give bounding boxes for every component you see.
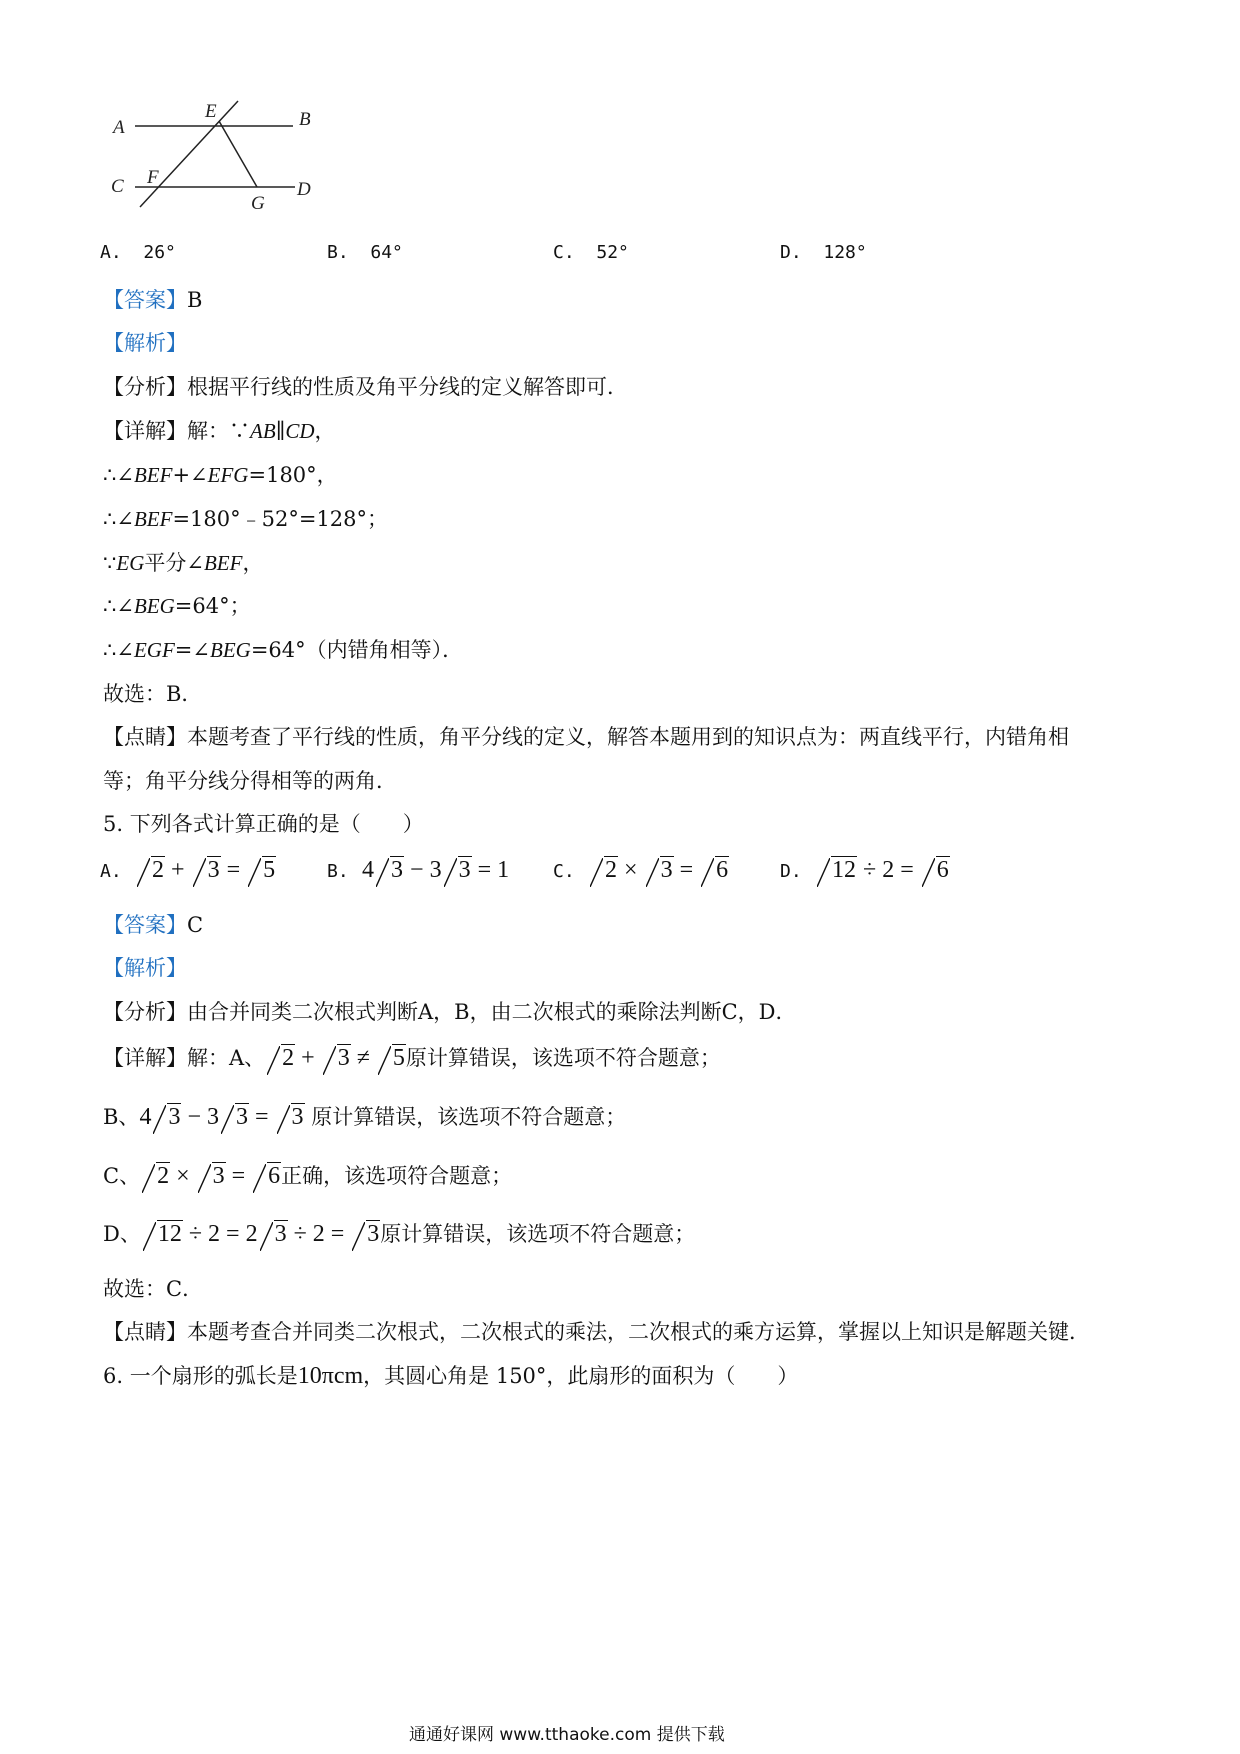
q4-option-d: D. 128° [780,242,867,263]
q4-option-a: A. 26° [100,242,176,263]
q5-fenxi: 【分析】由合并同类二次根式判断A，B，由二次根式的乘除法判断C，D． [103,1000,797,1024]
q4-fenxi: 【分析】根据平行线的性质及角平分线的定义解答即可． [103,375,628,399]
q4-step-3: ∵EG平分∠BEF， [103,551,264,575]
q5-option-d: D. 12 ÷ 2 = 6 [780,857,949,883]
q6-stem: 6. 一个扇形的弧长是10πcm，其圆心角是 150°，此扇形的面积为（ ） [103,1363,799,1389]
q5-option-c: C. 2 × 3 = 6 [553,857,729,883]
q4-step-1: ∴∠BEF+∠EFG=180°， [103,463,338,487]
line-ef-transversal [140,101,238,207]
q5-line-d: D、 12 ÷ 2 = 2 3 ÷ 2 = 3原计算错误，该选项不符合题意； [103,1221,696,1247]
q5-line-a: 【详解】解：A、 2 + 3 ≠ 5原计算错误，该选项不符合题意； [103,1045,721,1071]
q5-analysis-tag: 【解析】 [103,956,187,980]
q4-dianjing-1: 【点睛】本题考查了平行线的性质，角平分线的定义，解答本题用到的知识点为：两直线平行，内错角相 [103,725,1069,749]
q4-analysis-tag: 【解析】 [103,331,187,355]
q5-option-a: A. 2 + 3 = 5 [100,857,276,883]
q5-choose: 故选：C． [103,1277,204,1301]
q5-line-b: B、4 3 − 3 3 = 3 原计算错误，该选项不符合题意； [103,1104,627,1130]
label-d: D [297,179,311,200]
label-g: G [251,193,265,214]
q4-option-b: B. 64° [327,242,403,263]
label-a: A [113,117,125,138]
q4-option-c: C. 52° [553,242,629,263]
q4-step-5: ∴∠EGF=∠BEG=64°（内错角相等）． [103,638,464,662]
q4-dianjing-2: 等；角平分线分得相等的两角． [103,769,397,793]
q5-option-b: B. 4 3 − 3 3 = 1 [327,857,510,883]
q5-answer: 【答案】C [103,913,204,937]
q4-step-4: ∴∠BEG=64°； [103,594,251,618]
segment-eg [219,121,257,187]
page-footer: 通通好课网 www.tthaoke.com 提供下载 [409,1725,725,1745]
label-e: E [205,101,217,122]
q4-choose: 故选：B． [103,682,203,706]
label-b: B [299,109,311,130]
q5-stem: 5. 下列各式计算正确的是（ ） [103,812,424,836]
geometry-figure [105,95,345,225]
q5-line-c: C、 2 × 3 = 6正确，该选项符合题意； [103,1163,513,1189]
q4-xiangjie: 【详解】解：∵AB∥CD， [103,419,336,443]
q4-answer: 【答案】B [103,288,203,312]
label-c: C [111,176,124,197]
label-f: F [147,167,159,188]
q4-step-2: ∴∠BEF=180°﹣52°=128°； [103,507,389,531]
q5-dianjing: 【点睛】本题考查合并同类二次根式，二次根式的乘法，二次根式的乘方运算，掌握以上知识是解题关键． [103,1320,1090,1344]
